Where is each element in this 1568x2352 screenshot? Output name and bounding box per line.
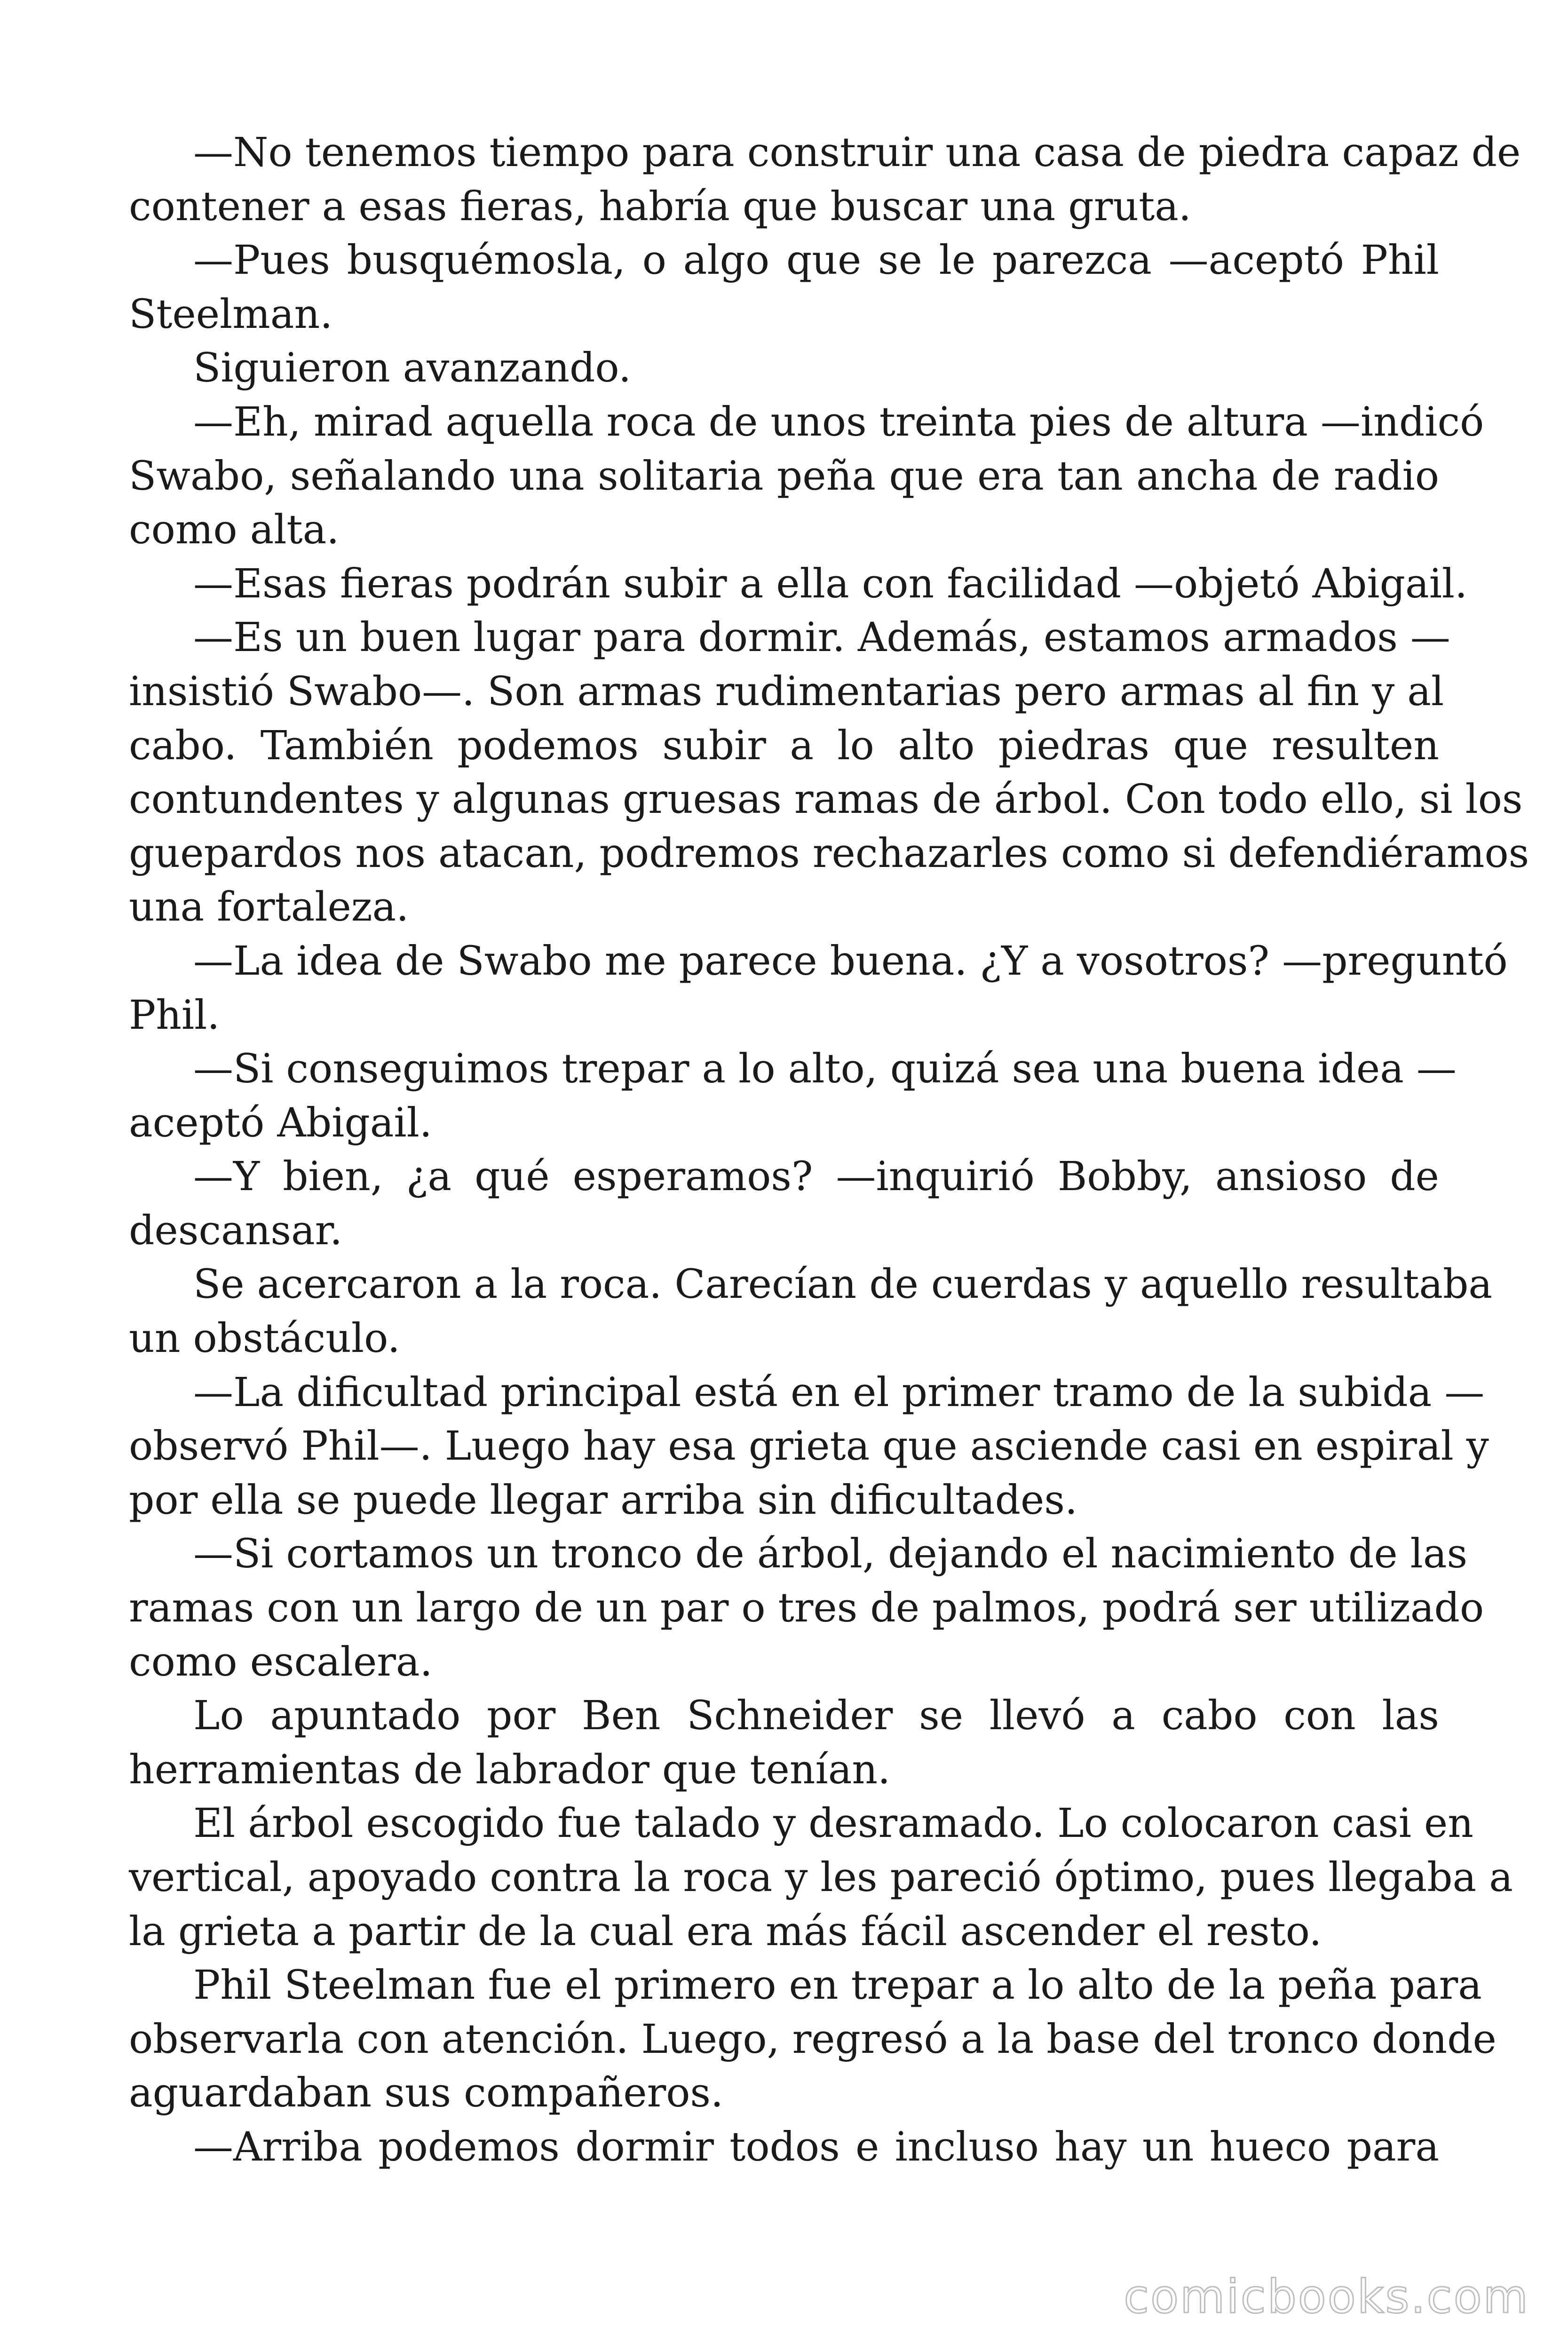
text-line: herramientas de labrador que tenían. (129, 1746, 891, 1793)
text-line: observó Phil—. Luego hay esa grieta que asciende casi en espiral y (129, 1423, 1489, 1470)
text-line: —Eh, mirad aquella roca de unos treinta pies de altura —indicó (193, 398, 1484, 445)
text-line: —Es un buen lugar para dormir. Además, estamos armados — (193, 614, 1450, 661)
text-line: Lo apuntado por Ben Schneider se llevó a cabo con las (193, 1692, 1439, 1740)
text-line: una fortaleza. (129, 884, 409, 931)
text-line: —Si conseguimos trepar a lo alto, quizá sea una buena idea — (193, 1046, 1457, 1093)
text-line: Phil Steelman fue el primero en trepar a lo alto de la peña para (193, 1962, 1482, 2009)
text-line: como alta. (129, 507, 340, 554)
text-line: descansar. (129, 1207, 342, 1254)
text-line: observarla con atención. Luego, regresó a la base del tronco donde (129, 2016, 1497, 2063)
book-page-text (129, 126, 1529, 2175)
text-line: Siguieron avanzando. (193, 345, 632, 392)
text-line: —Y bien, ¿a qué esperamos? —inquirió Bobby, ansioso de (193, 1153, 1439, 1200)
text-line: El árbol escogido fue talado y desramado. Lo colocaron casi en (193, 1800, 1473, 1847)
text-line: —La dificultad principal está en el primer tramo de la subida — (193, 1369, 1485, 1416)
text-line: Phil. (129, 992, 220, 1039)
text-line: un obstáculo. (129, 1315, 400, 1362)
text-line: contener a esas fieras, habría que buscar una gruta. (129, 183, 1191, 230)
text-line: —Arriba podemos dormir todos e incluso hay un hueco para (193, 2123, 1439, 2170)
text-line: Steelman. (129, 291, 333, 338)
text-line: por ella se puede llegar arriba sin dificultades. (129, 1477, 1077, 1524)
text-line: vertical, apoyado contra la roca y les pareció óptimo, pues llegaba a (129, 1854, 1513, 1901)
text-line: cabo. También podemos subir a lo alto piedras que resulten (129, 722, 1439, 769)
text-line: la grieta a partir de la cual era más fácil ascender el resto. (129, 1908, 1322, 1955)
text-line: contundentes y algunas gruesas ramas de árbol. Con todo ello, si los (129, 776, 1523, 823)
text-line: —Pues busquémosla, o algo que se le parezca —aceptó Phil (193, 237, 1439, 284)
text-line: —La idea de Swabo me parece buena. ¿Y a vosotros? —preguntó (193, 938, 1508, 985)
text-line: aguardaban sus compañeros. (129, 2070, 724, 2117)
text-line: Se acercaron a la roca. Carecían de cuerdas y aquello resultaba (193, 1261, 1493, 1308)
text-line: guepardos nos atacan, podremos rechazarles como si defendiéramos (129, 830, 1529, 877)
text-line: insistió Swabo—. Son armas rudimentarias pero armas al fin y al (129, 668, 1444, 715)
text-line: —No tenemos tiempo para construir una casa de piedra capaz de (193, 129, 1521, 176)
text-line: como escalera. (129, 1638, 433, 1685)
watermark-logo: comicbooks.com (1124, 2270, 1529, 2324)
text-line: ramas con un largo de un par o tres de palmos, podrá ser utilizado (129, 1585, 1484, 1632)
text-line: Swabo, señalando una solitaria peña que era tan ancha de radio (129, 453, 1439, 500)
text-line: aceptó Abigail. (129, 1099, 432, 1146)
text-line: —Si cortamos un tronco de árbol, dejando el nacimiento de las (193, 1531, 1468, 1578)
text-line: —Esas fieras podrán subir a ella con facilidad —objetó Abigail. (193, 560, 1468, 607)
